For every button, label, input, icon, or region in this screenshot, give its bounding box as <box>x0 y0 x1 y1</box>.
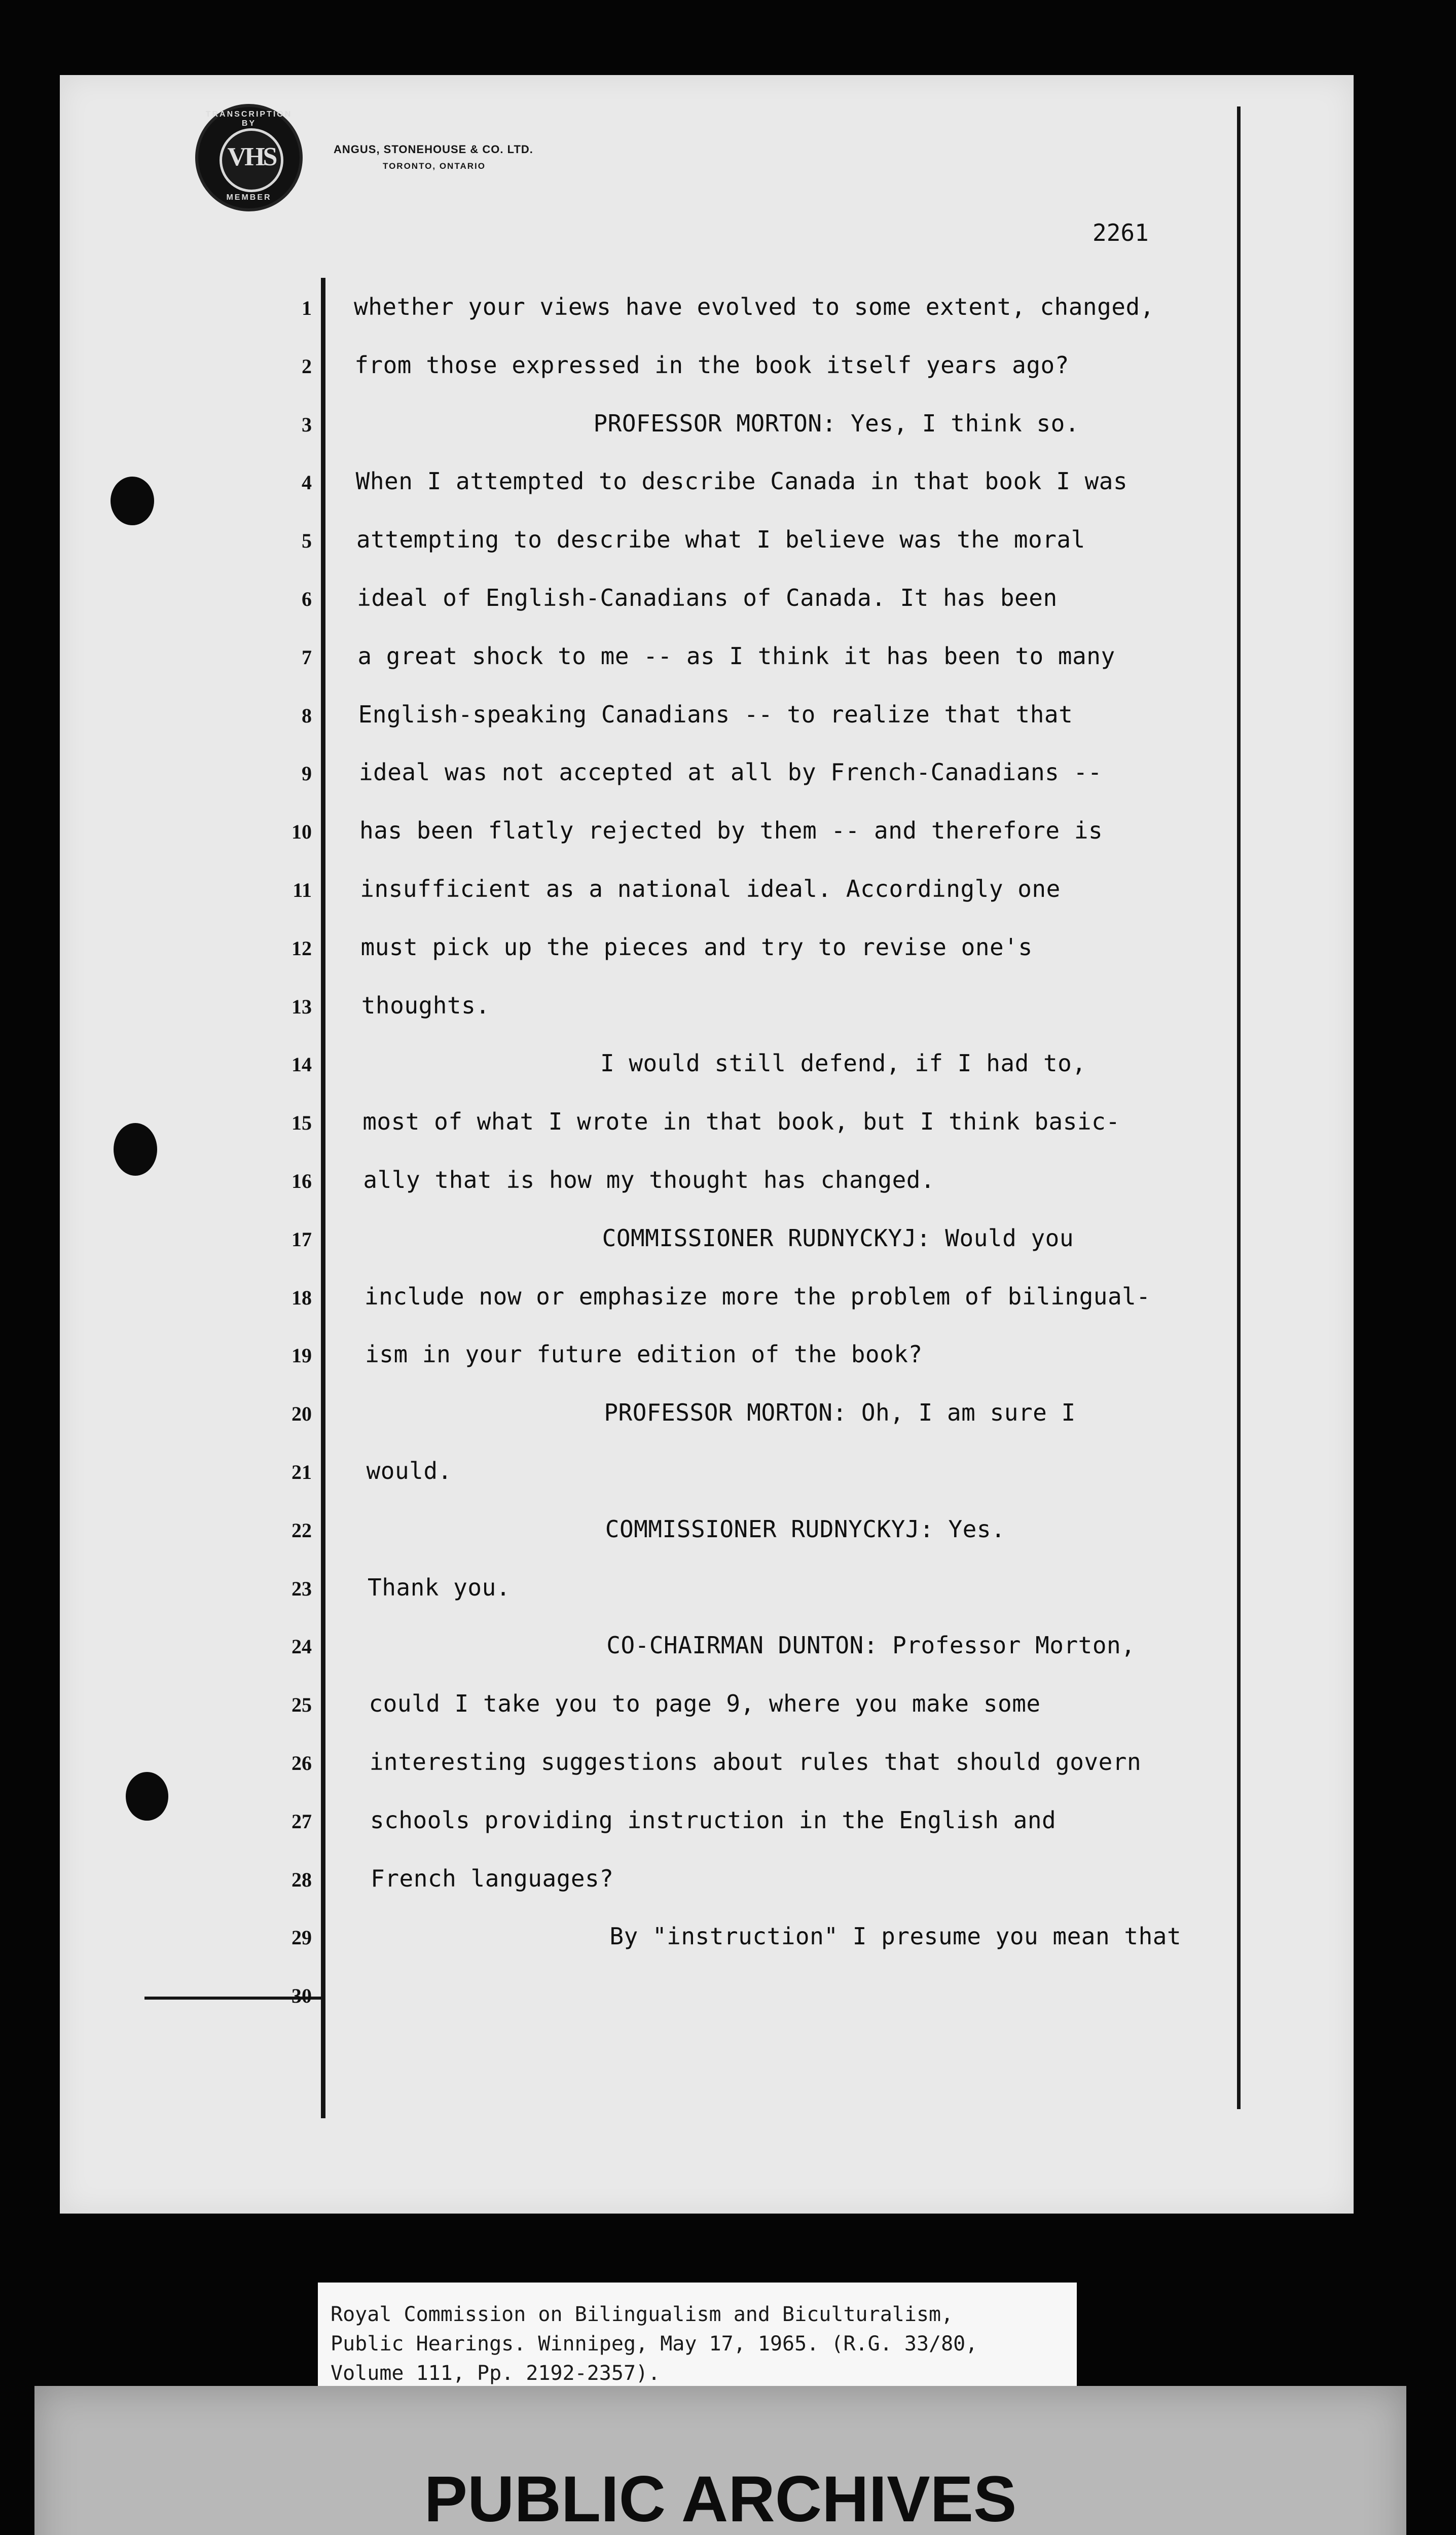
transcript-line: COMMISSIONER RUDNYCKYJ: Would you <box>602 1224 1074 1252</box>
transcript-page <box>60 75 1354 2214</box>
line-number: 29 <box>292 1926 312 1949</box>
transcript-line: has been flatly rejected by them -- and therefore is <box>359 817 1103 845</box>
stamp-line-english: PUBLIC ARCHIVES <box>424 2463 1017 2535</box>
transcript-line: By "instruction" I presume you mean that <box>609 1923 1182 1950</box>
line-number: 20 <box>292 1402 312 1426</box>
transcript-line: English-speaking Canadians -- to realize that that <box>358 700 1073 728</box>
line-number: 28 <box>292 1868 312 1891</box>
line-number: 10 <box>292 820 312 844</box>
company-city: TORONTO, ONTARIO <box>383 161 486 171</box>
line-number: 6 <box>302 588 312 610</box>
transcript-line: most of what I wrote in that book, but I think basic- <box>362 1108 1120 1136</box>
citation-line-1: Royal Commission on Bilingualism and Biculturalism, <box>331 2303 954 2326</box>
transcript-line: I would still defend, if I had to, <box>600 1049 1086 1077</box>
transcript-line: ideal of English-Canadians of Canada. It has been <box>357 584 1058 611</box>
transcript-line: ideal was not accepted at all by French-Canadians -- <box>358 758 1102 786</box>
transcript-line: ism in your future edition of the book? <box>365 1341 923 1368</box>
line-number: 25 <box>292 1693 312 1717</box>
transcript-line: COMMISSIONER RUDNYCKYJ: Yes. <box>605 1515 1006 1543</box>
line-number: 16 <box>292 1170 312 1192</box>
line-number: 21 <box>292 1461 312 1483</box>
citation-line-3: Volume 111, Pp. 2192-2357). <box>331 2362 661 2385</box>
line-number: 9 <box>302 762 312 785</box>
transcript-line: Thank you. <box>368 1573 511 1601</box>
transcript-line: whether your views have evolved to some extent, changed, <box>354 293 1154 320</box>
line-number: 4 <box>302 471 312 494</box>
line-number: 30 <box>292 1984 312 2008</box>
logo-monogram: VHS <box>227 142 276 171</box>
transcript-line: must pick up the pieces and try to revise one's <box>360 933 1033 961</box>
transcript-line: PROFESSOR MORTON: Yes, I think so. <box>593 409 1080 437</box>
citation-slip <box>318 2283 1077 2403</box>
line-number: 22 <box>292 1518 312 1542</box>
transcript-line: PROFESSOR MORTON: Oh, I am sure I <box>604 1399 1076 1427</box>
line-number: 2 <box>302 354 312 378</box>
transcription-member-logo <box>195 104 303 211</box>
transcript-line: include now or emphasize more the problem of bilingual- <box>364 1282 1151 1310</box>
logo-badge <box>220 128 283 192</box>
punch-hole-middle <box>114 1123 157 1176</box>
transcript-line: a great shock to me -- as I think it has been to many <box>357 642 1115 670</box>
line-number: 23 <box>292 1577 312 1600</box>
transcript-line: interesting suggestions about rules that should govern <box>369 1748 1142 1776</box>
line-number: 17 <box>292 1227 312 1251</box>
transcript-line: When I attempted to describe Canada in that book I was <box>355 467 1128 495</box>
line-number: 12 <box>292 936 312 960</box>
line-number: 18 <box>292 1286 312 1309</box>
line-number: 13 <box>292 995 312 1018</box>
right-margin-rule <box>1237 106 1241 2109</box>
line-number: 19 <box>292 1344 312 1367</box>
citation-line-2: Public Hearings. Winnipeg, May 17, 1965. (R.G. 33/80, <box>331 2332 978 2356</box>
transcript-line: from those expressed in the book itself years ago? <box>354 351 1069 379</box>
page-number: 2261 <box>1093 219 1149 246</box>
transcript-line: ally that is how my thought has changed. <box>363 1166 935 1193</box>
line-number: 11 <box>293 879 312 901</box>
line-number: 24 <box>292 1635 312 1658</box>
line-number: 8 <box>302 704 312 727</box>
transcript-line: could I take you to page 9, where you make some <box>369 1690 1041 1718</box>
transcript-line: schools providing instruction in the English and <box>370 1806 1057 1834</box>
transcript-line: would. <box>366 1457 452 1484</box>
archives-stamp <box>34 2386 1406 2535</box>
line-number: 3 <box>302 413 312 436</box>
transcript-line: attempting to describe what I believe was the moral <box>356 526 1085 554</box>
logo-ring-bottom-text: MEMBER <box>226 193 272 202</box>
logo-ring-text: TRANSCRIPTION BY <box>205 110 293 128</box>
line-number: 14 <box>292 1053 312 1076</box>
left-margin-rule <box>321 278 325 2118</box>
transcript-line: thoughts. <box>361 991 490 1019</box>
line-number: 26 <box>292 1752 312 1774</box>
punch-hole-bottom <box>126 1772 168 1821</box>
line-number: 15 <box>292 1111 312 1135</box>
transcript-line: CO-CHAIRMAN DUNTON: Professor Morton, <box>606 1632 1136 1659</box>
company-name: ANGUS, STONEHOUSE & CO. LTD. <box>334 143 533 156</box>
line-number: 1 <box>302 297 312 319</box>
transcript-line: insufficient as a national ideal. Accordingly one <box>360 875 1061 902</box>
line-number: 7 <box>302 645 312 669</box>
line-number: 5 <box>302 529 312 553</box>
line-number: 27 <box>292 1809 312 1833</box>
transcript-line: French languages? <box>371 1864 614 1892</box>
punch-hole-top <box>111 477 154 525</box>
